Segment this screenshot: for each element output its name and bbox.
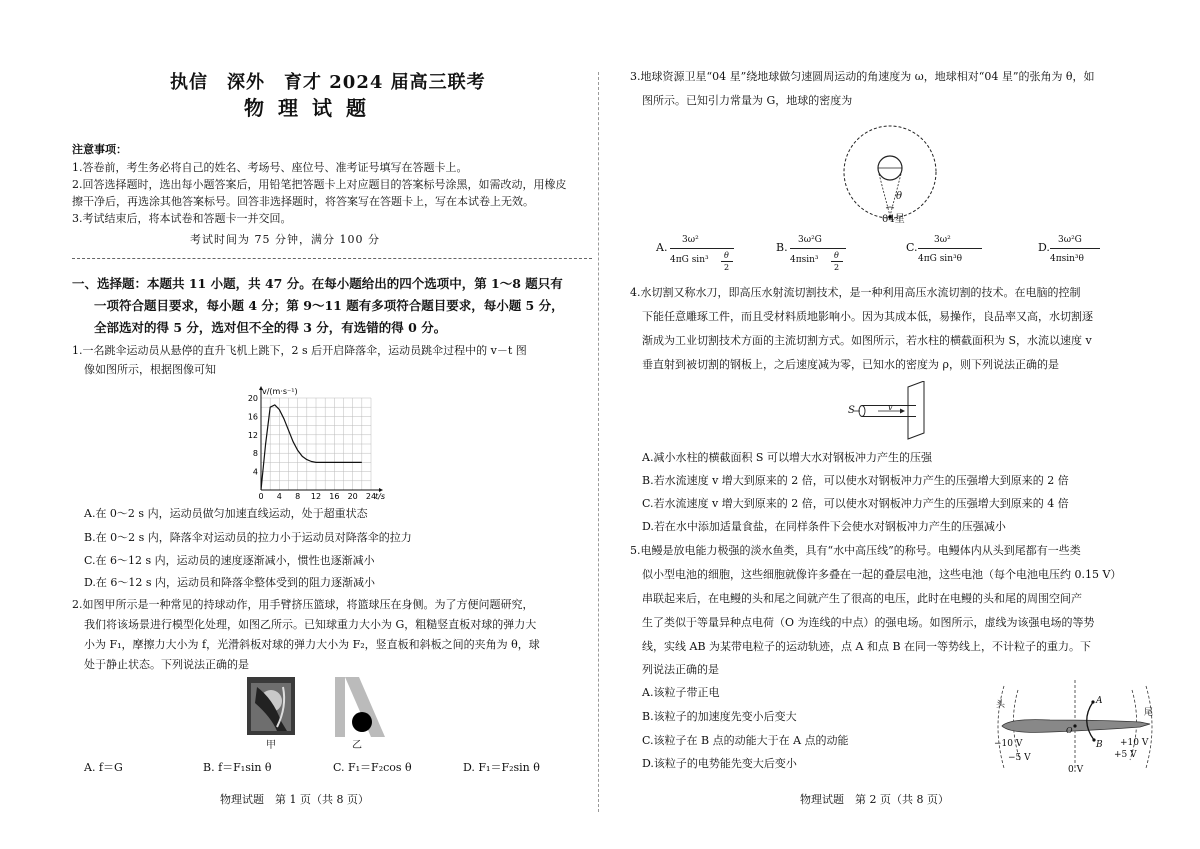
q1-option-c[interactable]: C.在 6～12 s 内，运动员的速度逐渐减小，惯性也逐渐减小 [84, 554, 375, 567]
section-heading: 一、选择题：本题共 11 小题，共 47 分。在每小题给出的四个选项中，第 1～8 题只有 [72, 276, 563, 291]
q3-option-a-den: 4πG sin³ [670, 255, 709, 265]
exam-title: 执信 深外 育才 2024 届高三联考 [170, 72, 486, 93]
q2-option-d[interactable]: D. F₁＝F₂sin θ [463, 761, 540, 774]
q3-option-d-num: 3ω²G [1058, 235, 1082, 245]
q1-option-d[interactable]: D.在 6～12 s 内，运动员和降落伞整体受到的阻力逐渐减小 [84, 576, 376, 589]
satellite-label: 04星 [882, 214, 905, 225]
q3-option-b-den: 4πsin³ [790, 255, 819, 265]
q5-stem: 串联起来后，在电鳗的头和尾之间就产生了很高的电压，此时在电鳗的头和尾的周围空间产 [642, 592, 1082, 605]
q5-stem: 线，实线 AB 为某带电粒子的运动轨迹，点 A 和点 B 在同一等势线上，不计粒子的重力。下 [642, 640, 1092, 653]
page-1 [40, 0, 600, 849]
x-tick-label: 8 [295, 492, 301, 501]
fraction-bar [1050, 248, 1100, 249]
eel-tail-label: 尾 [1144, 708, 1154, 718]
q2-stem: 小为 F₁，摩擦力大小为 f，光滑斜板对球的弹力大小为 F₂，竖直板和斜板之间的夹角为 θ，球 [84, 638, 540, 651]
q1-option-a[interactable]: A.在 0～2 s 内，运动员做匀加速直线运动，处于超重状态 [84, 507, 368, 520]
potential-plus-5: +5 V [1114, 750, 1137, 760]
theta-label: θ [896, 191, 903, 202]
notice-item: 2.回答选择题时，选出每小题答案后，用铅笔把答题卡上对应题目的答案标号涂黑，如需改动，用橡皮 [72, 178, 567, 191]
q4-stem: 4.水切割又称水刀，即高压水射流切割技术，是一种利用高压水流切割的技术。在电脑的控制 [630, 286, 1081, 299]
q1-stem: 1.一名跳伞运动员从悬停的直升飞机上跳下，2 s 后开启降落伞，运动员跳伞过程中的 v－t 图 [72, 344, 527, 357]
q3-option-c-den: 4πG sin³θ [918, 254, 963, 264]
page-footer: 物理试题 第 1 页（共 8 页） [220, 793, 369, 806]
q3-option-b-num: 3ω²G [798, 235, 822, 245]
q5-option-b[interactable]: B.该粒子的加速度先变小后变大 [642, 710, 797, 723]
x-tick-label: 0 [258, 492, 264, 501]
q3-option-d-den: 4πsin³θ [1050, 254, 1084, 264]
point-a-label: A [1096, 696, 1103, 706]
q3-option-a-num: 3ω² [682, 235, 699, 245]
q3-stem: 图所示。已知引力常量为 G，地球的密度为 [642, 94, 853, 107]
notice-separator [72, 258, 592, 259]
q3-option-c-num: 3ω² [934, 235, 951, 245]
q4-option-d[interactable]: D.若在水中添加适量食盐，在同样条件下会使水对钢板冲力产生的压强减小 [642, 520, 1006, 533]
q2-option-c[interactable]: C. F₁＝F₂cos θ [333, 761, 412, 774]
x-tick-label: 20 [347, 492, 358, 501]
q2-option-b[interactable]: B. f＝F₁sin θ [203, 761, 272, 774]
q3-option-a-half-num: θ [724, 251, 729, 260]
velocity-label-v: v [888, 403, 893, 412]
section-heading-line: 一项符合题目要求，每小题 4 分；第 9～11 题有多项符合题目要求，每小题 5 分， [94, 298, 564, 313]
x-tick-label: 24 [365, 492, 377, 501]
y-tick-label: 8 [252, 449, 258, 459]
subject-title: 物理试题 [244, 96, 380, 120]
potential-plus-10: +10 V [1120, 738, 1149, 748]
area-label-s: S [848, 405, 855, 416]
q5-option-c[interactable]: C.该粒子在 B 点的动能大于在 A 点的动能 [642, 734, 849, 747]
q3-option-c-letter[interactable]: C. [906, 241, 918, 254]
q4-stem: 渐成为工业切割技术方面的主流切割方式。如图所示，若水柱的横截面积为 S，水流以速度 v [642, 334, 1092, 347]
y-tick-label: 20 [247, 394, 258, 403]
eel-head-label: 头 [996, 700, 1006, 710]
q5-stem: 5.电鳗是放电能力极强的淡水鱼类，具有“水中高压线”的称号。电鳗体内从头到尾都有一些类 [630, 544, 1081, 557]
potential-minus-10: −10 V [994, 739, 1023, 749]
x-axis-label: t/s [375, 492, 385, 501]
q2-stem: 处于静止状态。下列说法正确的是 [84, 658, 249, 671]
q5-stem: 列说法正确的是 [642, 663, 719, 676]
notice-item: 3.考试结束后，将本试卷和答题卡一并交回。 [72, 212, 292, 225]
page-2 [620, 0, 1180, 849]
y-tick-label: 4 [252, 467, 258, 477]
q3-option-d-letter[interactable]: D. [1038, 241, 1050, 254]
exam-time: 考试时间为 75 分钟，满分 100 分 [190, 233, 380, 246]
q5-option-d[interactable]: D.该粒子的电势能先变大后变小 [642, 757, 797, 770]
x-tick-label: 4 [276, 492, 282, 501]
notice-item: 1.答卷前，考生务必将自己的姓名、考场号、座位号、准考证号填写在答题卡上。 [72, 161, 468, 174]
q2-stem: 我们将该场景进行模型化处理，如图乙所示。已知球重力大小为 G，粗糙竖直板对球的弹力大 [84, 618, 537, 631]
point-b-label: B [1096, 740, 1103, 750]
q3-option-b-half-num: θ [834, 251, 839, 260]
ball-model-diagram [335, 677, 385, 737]
vt-chart [235, 380, 395, 504]
q4-option-c[interactable]: C.若水流速度 v 增大到原来的 2 倍，可以使水对钢板冲力产生的压强增大到原来的 4 倍 [642, 497, 1069, 510]
water-jet-diagram [848, 381, 948, 441]
q2-option-a[interactable]: A. f＝G [84, 761, 123, 774]
basketball-photo [247, 677, 295, 735]
point-o-label: O [1066, 726, 1073, 735]
q2-stem: 2.如图甲所示是一种常见的持球动作，用手臂挤压篮球，将篮球压在身侧。为了方便问题研究， [72, 598, 534, 611]
q3-option-a-letter[interactable]: A. [656, 241, 668, 254]
q4-stem: 垂直射到被切割的钢板上，之后速度减为零，已知水的密度为 ρ，则下列说法正确的是 [642, 358, 1059, 371]
page-footer: 物理试题 第 2 页（共 8 页） [800, 793, 949, 806]
section-heading-line: 全部选对的得 5 分，选对但不全的得 3 分，有选错的得 0 分。 [94, 320, 447, 335]
notice-item: 擦干净后，再选涂其他答案标号。回答非选择题时，将答案写在答题卡上，写在本试卷上无效。 [72, 195, 534, 208]
q3-option-a-half-den: 2 [724, 263, 730, 272]
q5-stem: 似小型电池的细胞，这些细胞就像许多叠在一起的叠层电池，这些电池（每个电池电压约 0.15 V） [642, 568, 1122, 581]
fig-label-jia: 甲 [266, 740, 276, 751]
q1-option-b[interactable]: B.在 0～2 s 内，降落伞对运动员的拉力小于运动员对降落伞的拉力 [84, 531, 412, 544]
q3-option-b-half-den: 2 [834, 263, 840, 272]
notice-heading: 注意事项： [72, 143, 127, 156]
q3-stem: 3.地球资源卫星“04 星”绕地球做匀速圆周运动的角速度为 ω，地球相对“04 星”的张角为 θ，如 [630, 70, 1095, 83]
q4-stem: 下能任意雕琢工件，而且受材料质地影响小。因为其成本低，易操作，良品率又高，水切割逐 [642, 310, 1093, 323]
potential-zero: 0 V [1068, 765, 1084, 775]
q1-stem: 像如图所示，根据图像可知 [84, 363, 216, 376]
q3-option-b-letter[interactable]: B. [776, 241, 788, 254]
page-divider [598, 72, 599, 812]
velocity-curve [261, 405, 362, 490]
x-tick-label: 16 [329, 492, 340, 501]
q4-option-a[interactable]: A.减小水柱的横截面积 S 可以增大水对钢板冲力产生的压强 [642, 451, 932, 464]
fig-label-yi: 乙 [352, 740, 362, 751]
q4-option-b[interactable]: B.若水流速度 v 增大到原来的 2 倍，可以使水对钢板冲力产生的压强增大到原来的 2 倍 [642, 474, 1069, 487]
y-tick-label: 16 [247, 412, 258, 422]
y-tick-label: 12 [247, 430, 258, 440]
q5-option-a[interactable]: A.该粒子带正电 [642, 686, 720, 699]
potential-minus-5: −5 V [1008, 753, 1031, 763]
q5-stem: 生了类似于等量异种点电荷（O 为连线的中点）的强电场。如图所示，虚线为该强电场的等势 [642, 616, 1095, 629]
x-tick-label: 12 [310, 492, 322, 501]
fraction-bar [918, 248, 982, 249]
y-axis-label: v/(m·s⁻¹) [262, 387, 298, 396]
